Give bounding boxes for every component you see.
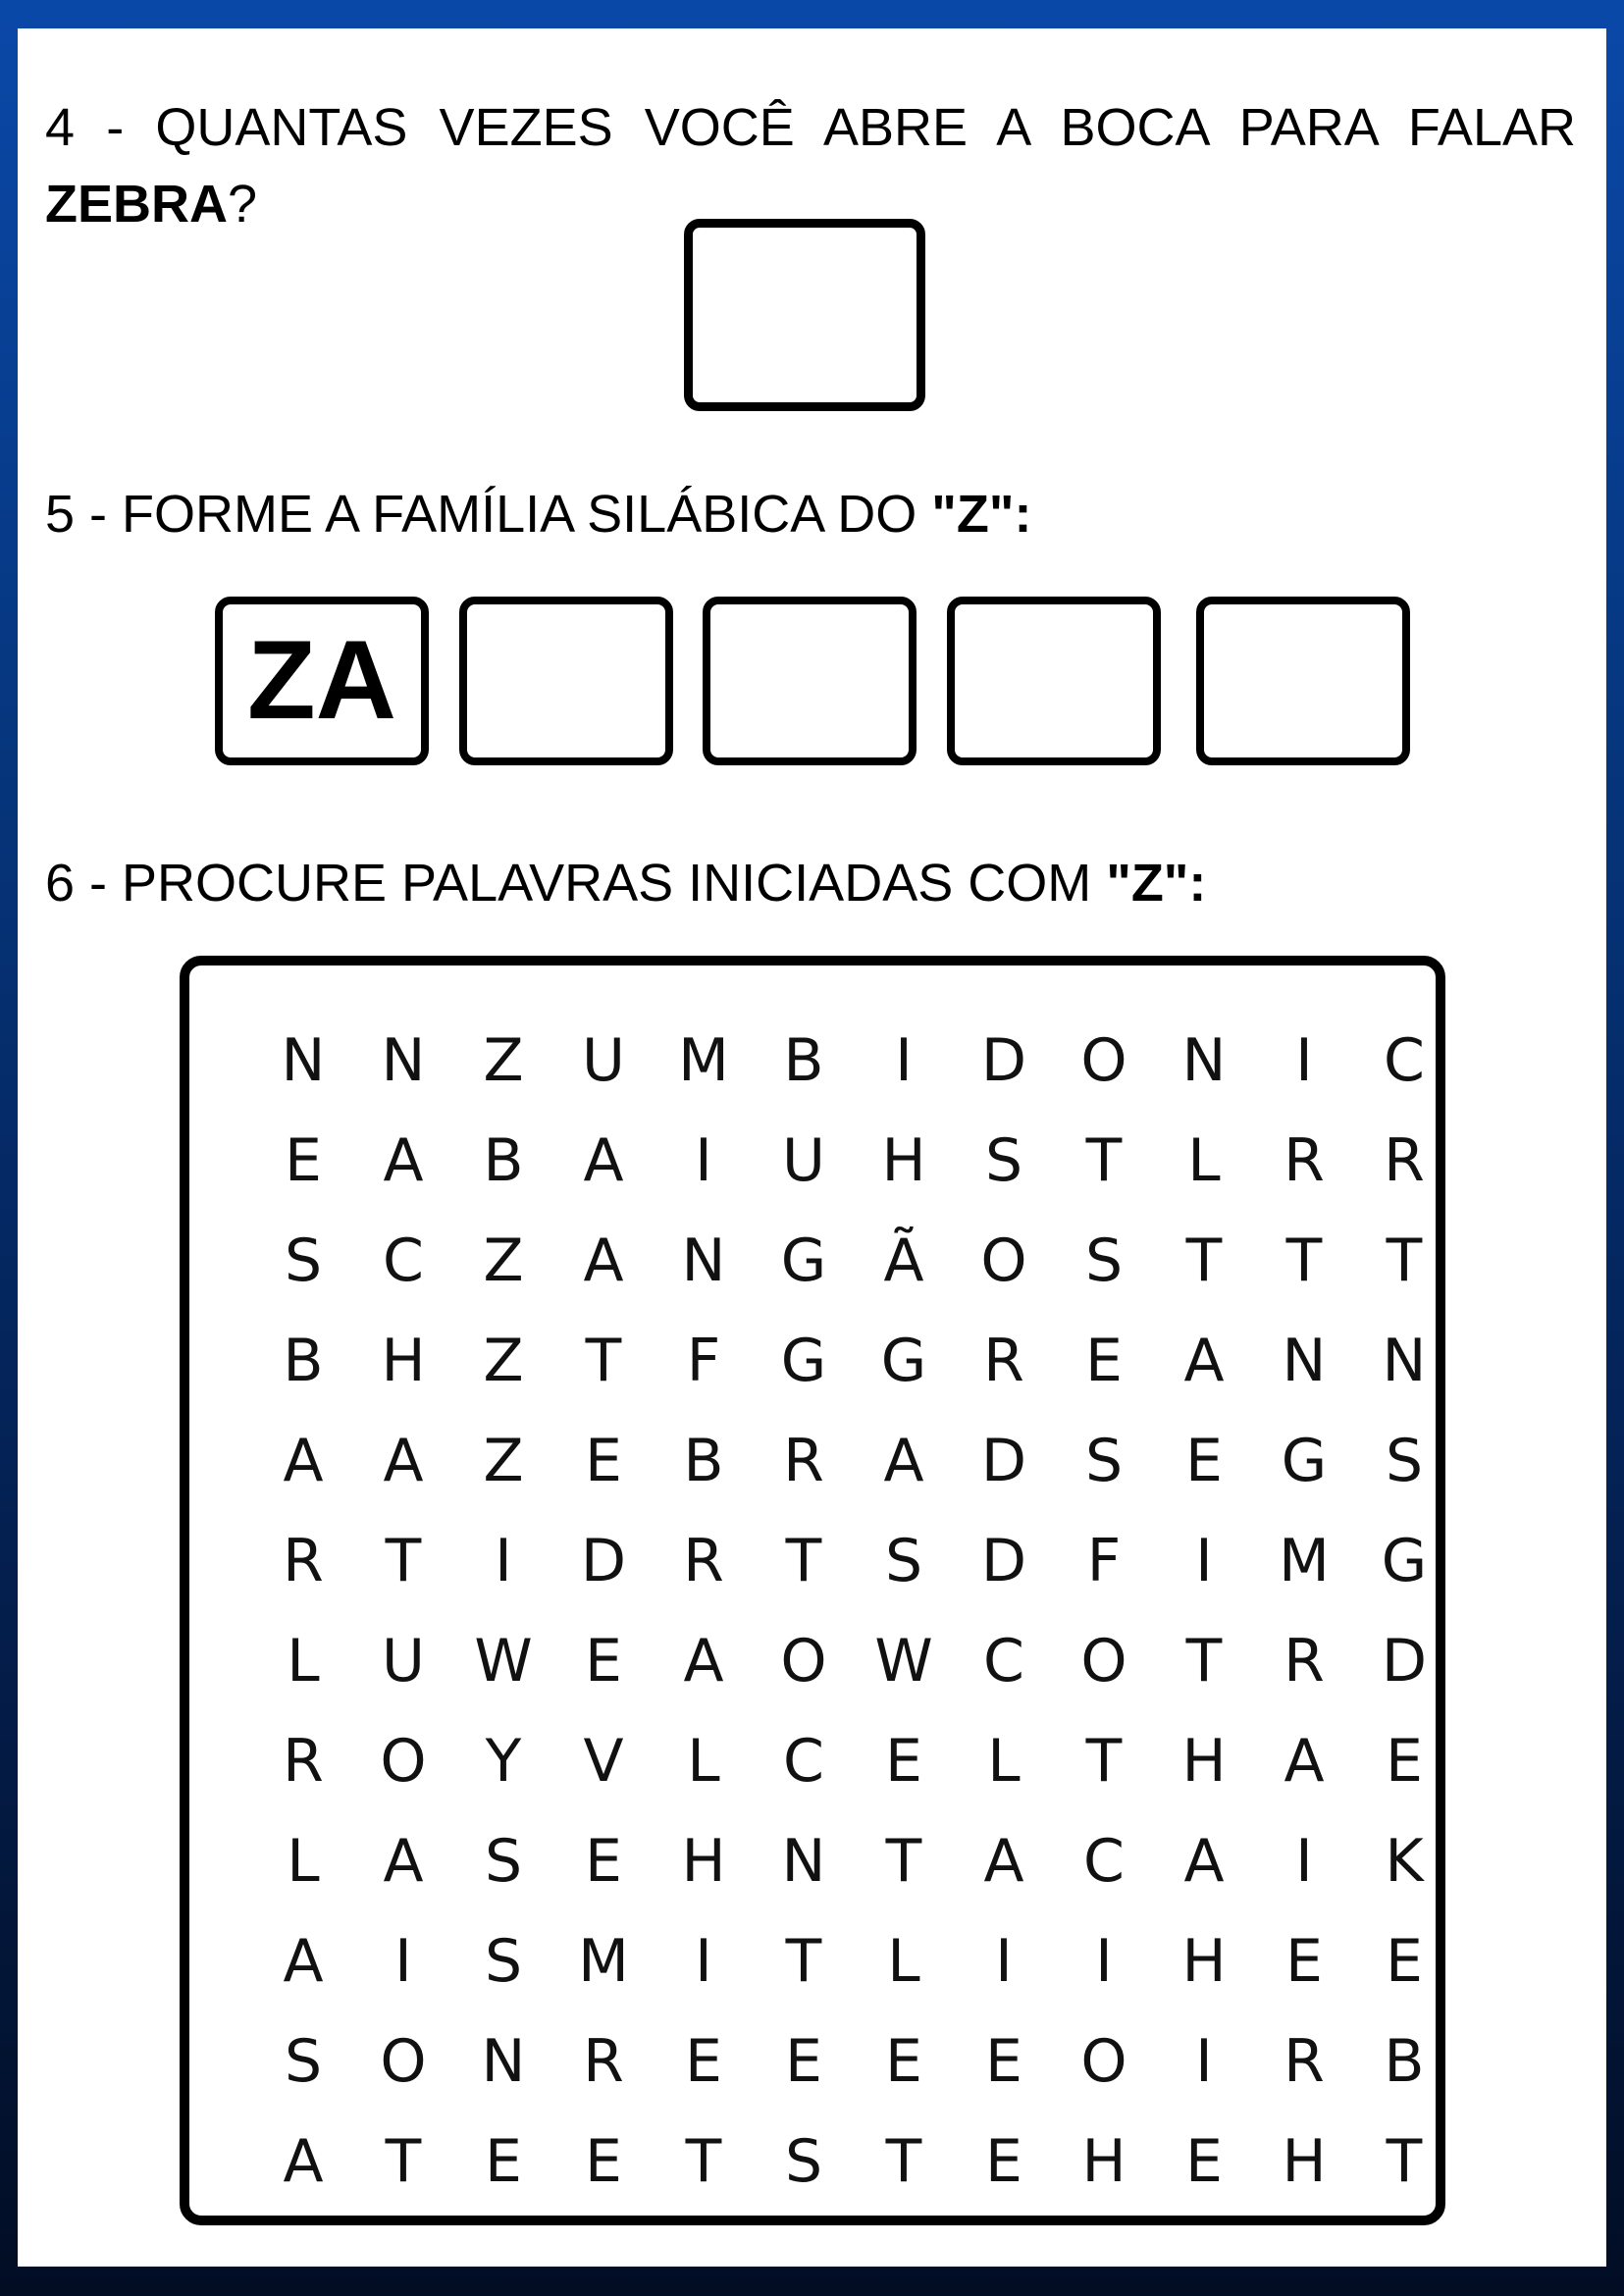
word-search-letter[interactable]: M [678, 1026, 729, 1095]
word-search-letter[interactable]: T [1386, 2127, 1423, 2196]
word-search-letter[interactable]: B [783, 1026, 824, 1095]
word-search-letter[interactable]: A [283, 1927, 324, 1996]
word-search-letter[interactable]: R [1283, 2027, 1325, 2096]
word-search-letter[interactable]: S [784, 2127, 823, 2196]
word-search-letter[interactable]: T [1386, 1226, 1423, 1295]
word-search-letter[interactable]: Y [485, 1727, 522, 1796]
word-search-letter[interactable]: H [1181, 1927, 1227, 1996]
word-search-letter[interactable]: I [1195, 1527, 1213, 1595]
word-search-letter[interactable]: D [580, 1527, 627, 1595]
word-search-letter[interactable]: T [885, 1827, 922, 1896]
word-search-letter[interactable]: A [883, 1427, 924, 1495]
word-search-letter[interactable]: G [1381, 1527, 1428, 1595]
word-search-letter[interactable]: W [474, 1627, 533, 1696]
word-search-letter[interactable]: E [685, 2027, 722, 2096]
word-search-letter[interactable]: T [785, 1527, 822, 1595]
word-search-letter[interactable]: R [283, 1727, 324, 1796]
word-search-letter[interactable]: N [281, 1026, 326, 1095]
word-search-letter[interactable]: N [1382, 1327, 1427, 1395]
word-search-letter[interactable]: E [585, 1827, 622, 1896]
word-search-letter[interactable]: I [394, 1927, 412, 1996]
word-search-letter[interactable]: U [782, 1126, 825, 1195]
syllable-box-1: ZA [215, 597, 429, 765]
word-search-letter[interactable]: H [681, 1827, 726, 1896]
word-search-letter[interactable]: G [880, 1327, 927, 1395]
question-6 [45, 845, 1576, 921]
word-search-letter[interactable]: D [980, 1527, 1027, 1595]
word-search-letter[interactable]: L [287, 1627, 320, 1696]
word-search-letter[interactable]: C [983, 1627, 1024, 1696]
question-5-letter: "Z": [931, 485, 1032, 544]
word-search-letter[interactable]: O [380, 1727, 427, 1796]
word-search-letter[interactable]: Z [483, 1427, 524, 1495]
word-search-letter[interactable]: E [885, 1727, 922, 1796]
word-search-letter[interactable]: H [881, 1126, 926, 1195]
word-search-letter[interactable]: V [583, 1727, 624, 1796]
word-search-letter[interactable]: R [1283, 1627, 1325, 1696]
word-search-letter[interactable]: D [1381, 1627, 1428, 1696]
word-search-letter[interactable]: D [980, 1427, 1027, 1495]
word-search-letter[interactable]: A [683, 1627, 724, 1696]
word-search-letter[interactable]: S [984, 1126, 1023, 1195]
word-search-frame [180, 956, 1445, 2225]
question-5-text: 5 - FORME A FAMÍLIA SILÁBICA DO [45, 485, 932, 544]
syllable-count-answer-box[interactable] [684, 219, 925, 411]
word-search-letter[interactable]: A [383, 1827, 424, 1896]
word-search-letter[interactable]: T [1185, 1627, 1223, 1696]
word-search-letter[interactable]: G [1281, 1427, 1328, 1495]
word-search-letter[interactable]: T [685, 2127, 722, 2196]
word-search-letter[interactable]: H [1081, 2127, 1126, 2196]
syllable-box-2[interactable] [459, 597, 673, 765]
word-search-letter[interactable]: S [484, 1827, 523, 1896]
word-search-letter[interactable]: R [783, 1427, 824, 1495]
word-search-letter[interactable]: M [578, 1927, 629, 1996]
word-search-letter[interactable]: C [1083, 1827, 1125, 1896]
word-search-letter[interactable]: T [785, 1927, 822, 1996]
word-search-letter[interactable]: E [985, 2127, 1022, 2196]
word-search-letter[interactable]: E [585, 1427, 622, 1495]
word-search-letter[interactable]: T [385, 1527, 422, 1595]
word-search-letter[interactable]: T [1085, 1126, 1123, 1195]
word-search-letter[interactable]: L [987, 1727, 1021, 1796]
word-search-letter[interactable]: E [1386, 1927, 1423, 1996]
word-search-letter[interactable]: S [1084, 1427, 1124, 1495]
word-search-letter[interactable]: A [383, 1427, 424, 1495]
word-search-letter[interactable]: E [1386, 1727, 1423, 1796]
word-search-letter[interactable]: A [283, 2127, 324, 2196]
word-search-letter[interactable]: Z [483, 1226, 524, 1295]
word-search-letter[interactable]: A [383, 1126, 424, 1195]
word-search-letter[interactable]: I [895, 1026, 913, 1095]
word-search-letter[interactable]: F [1086, 1527, 1122, 1595]
word-search-letter[interactable]: S [284, 2027, 323, 2096]
question-4-word: ZEBRA [45, 175, 228, 234]
word-search-letter[interactable]: E [1285, 1927, 1323, 1996]
word-search-letter[interactable]: N [381, 1026, 426, 1095]
word-search-letter[interactable]: L [287, 1827, 320, 1896]
word-search-letter[interactable]: T [1285, 1226, 1323, 1295]
word-search-letter[interactable]: N [1282, 1327, 1327, 1395]
word-search-letter[interactable]: Z [483, 1026, 524, 1095]
word-search-letter[interactable]: O [780, 1627, 827, 1696]
question-4-mark: ? [228, 175, 258, 234]
word-search-letter[interactable]: T [385, 2127, 422, 2196]
word-search-letter[interactable]: E [285, 1126, 322, 1195]
word-search-letter[interactable]: O [1080, 1026, 1127, 1095]
word-search-letter[interactable]: E [785, 2027, 822, 2096]
word-search-letter[interactable]: S [1084, 1226, 1124, 1295]
word-search-letter[interactable]: N [681, 1226, 726, 1295]
syllable-box-4[interactable] [947, 597, 1161, 765]
word-search-letter[interactable]: L [887, 1927, 920, 1996]
word-search-letter[interactable]: I [1195, 2027, 1213, 2096]
word-search-letter[interactable]: E [485, 2127, 522, 2196]
word-search-letter[interactable]: O [1080, 2027, 1127, 2096]
word-search-letter[interactable]: A [583, 1226, 624, 1295]
syllable-box-5[interactable] [1196, 597, 1410, 765]
word-search-letter[interactable]: W [874, 1627, 933, 1696]
word-search-letter[interactable]: H [1282, 2127, 1327, 2196]
word-search-letter[interactable]: S [884, 1527, 923, 1595]
word-search-letter[interactable]: E [1185, 2127, 1223, 2196]
word-search-letter[interactable]: I [495, 1527, 512, 1595]
word-search-letter[interactable]: E [1085, 1327, 1123, 1395]
question-6-letter: "Z": [1106, 854, 1207, 913]
word-search-letter[interactable]: G [780, 1226, 827, 1295]
word-search-letter[interactable]: E [585, 2127, 622, 2196]
word-search-letter[interactable]: G [780, 1327, 827, 1395]
word-search-letter[interactable]: R [683, 1527, 724, 1595]
question-5 [45, 476, 1576, 552]
word-search-letter[interactable]: C [783, 1727, 824, 1796]
word-search-letter[interactable]: E [585, 1627, 622, 1696]
word-search-letter[interactable]: Z [483, 1327, 524, 1395]
word-search-letter[interactable]: O [380, 2027, 427, 2096]
word-search-letter[interactable]: D [980, 1026, 1027, 1095]
worksheet-page [18, 28, 1606, 2267]
word-search-letter[interactable]: Ã [883, 1226, 924, 1295]
word-search-letter[interactable]: I [1295, 1026, 1313, 1095]
word-search-letter[interactable]: B [483, 1126, 524, 1195]
word-search-letter[interactable]: A [1183, 1327, 1225, 1395]
word-search-letter[interactable]: L [1187, 1126, 1221, 1195]
word-search-letter[interactable]: F [686, 1327, 721, 1395]
word-search-letter[interactable]: A [1183, 1827, 1225, 1896]
word-search-letter[interactable]: U [382, 1627, 425, 1696]
word-search-letter[interactable]: S [1385, 1427, 1424, 1495]
word-search-letter[interactable]: S [284, 1226, 323, 1295]
word-search-letter[interactable]: I [1295, 1827, 1313, 1896]
word-search-letter[interactable]: A [1283, 1727, 1325, 1796]
word-search-letter[interactable]: R [583, 2027, 624, 2096]
word-search-letter[interactable]: B [283, 1327, 324, 1395]
word-search-letter[interactable]: T [1085, 1727, 1123, 1796]
word-search-letter[interactable]: E [885, 2027, 922, 2096]
word-search-letter[interactable]: K [1385, 1827, 1424, 1896]
word-search-letter[interactable]: C [1384, 1026, 1425, 1095]
word-search-letter[interactable]: S [484, 1927, 523, 1996]
word-search-letter[interactable]: R [1283, 1126, 1325, 1195]
word-search-letter[interactable]: T [1185, 1226, 1223, 1295]
word-search-letter[interactable]: I [695, 1927, 712, 1996]
word-search-letter[interactable]: A [983, 1827, 1024, 1896]
word-search-letter[interactable]: N [781, 1827, 826, 1896]
word-search-letter[interactable]: A [583, 1126, 624, 1195]
word-search-letter[interactable]: T [885, 2127, 922, 2196]
word-search-letter[interactable]: O [1080, 1627, 1127, 1696]
word-search-letter[interactable]: B [683, 1427, 724, 1495]
word-search-letter[interactable]: A [283, 1427, 324, 1495]
word-search-letter[interactable]: O [980, 1226, 1027, 1295]
word-search-letter[interactable]: I [1095, 1927, 1113, 1996]
word-search-letter[interactable]: E [1185, 1427, 1223, 1495]
word-search-letter[interactable]: C [383, 1226, 424, 1295]
word-search-letter[interactable]: R [983, 1327, 1024, 1395]
word-search-letter[interactable]: T [585, 1327, 622, 1395]
word-search-letter[interactable]: N [1181, 1026, 1227, 1095]
word-search-letter[interactable]: E [985, 2027, 1022, 2096]
question-6-text: 6 - PROCURE PALAVRAS INICIADAS COM [45, 854, 1107, 913]
word-search-letter[interactable]: L [687, 1727, 720, 1796]
word-search-letter[interactable]: B [1384, 2027, 1425, 2096]
word-search-letter[interactable]: R [1384, 1126, 1425, 1195]
word-search-letter[interactable]: I [695, 1126, 712, 1195]
word-search-letter[interactable]: H [381, 1327, 426, 1395]
word-search-grid [253, 1011, 1454, 2212]
syllable-box-3[interactable] [703, 597, 917, 765]
word-search-letter[interactable]: I [995, 1927, 1013, 1996]
word-search-letter[interactable]: R [283, 1527, 324, 1595]
word-search-letter[interactable]: H [1181, 1727, 1227, 1796]
word-search-letter[interactable]: M [1279, 1527, 1330, 1595]
word-search-letter[interactable]: N [481, 2027, 526, 2096]
word-search-letter[interactable]: U [582, 1026, 625, 1095]
question-4-text: 4 - QUANTAS VEZES VOCÊ ABRE A BOCA PARA FALAR [45, 98, 1576, 157]
